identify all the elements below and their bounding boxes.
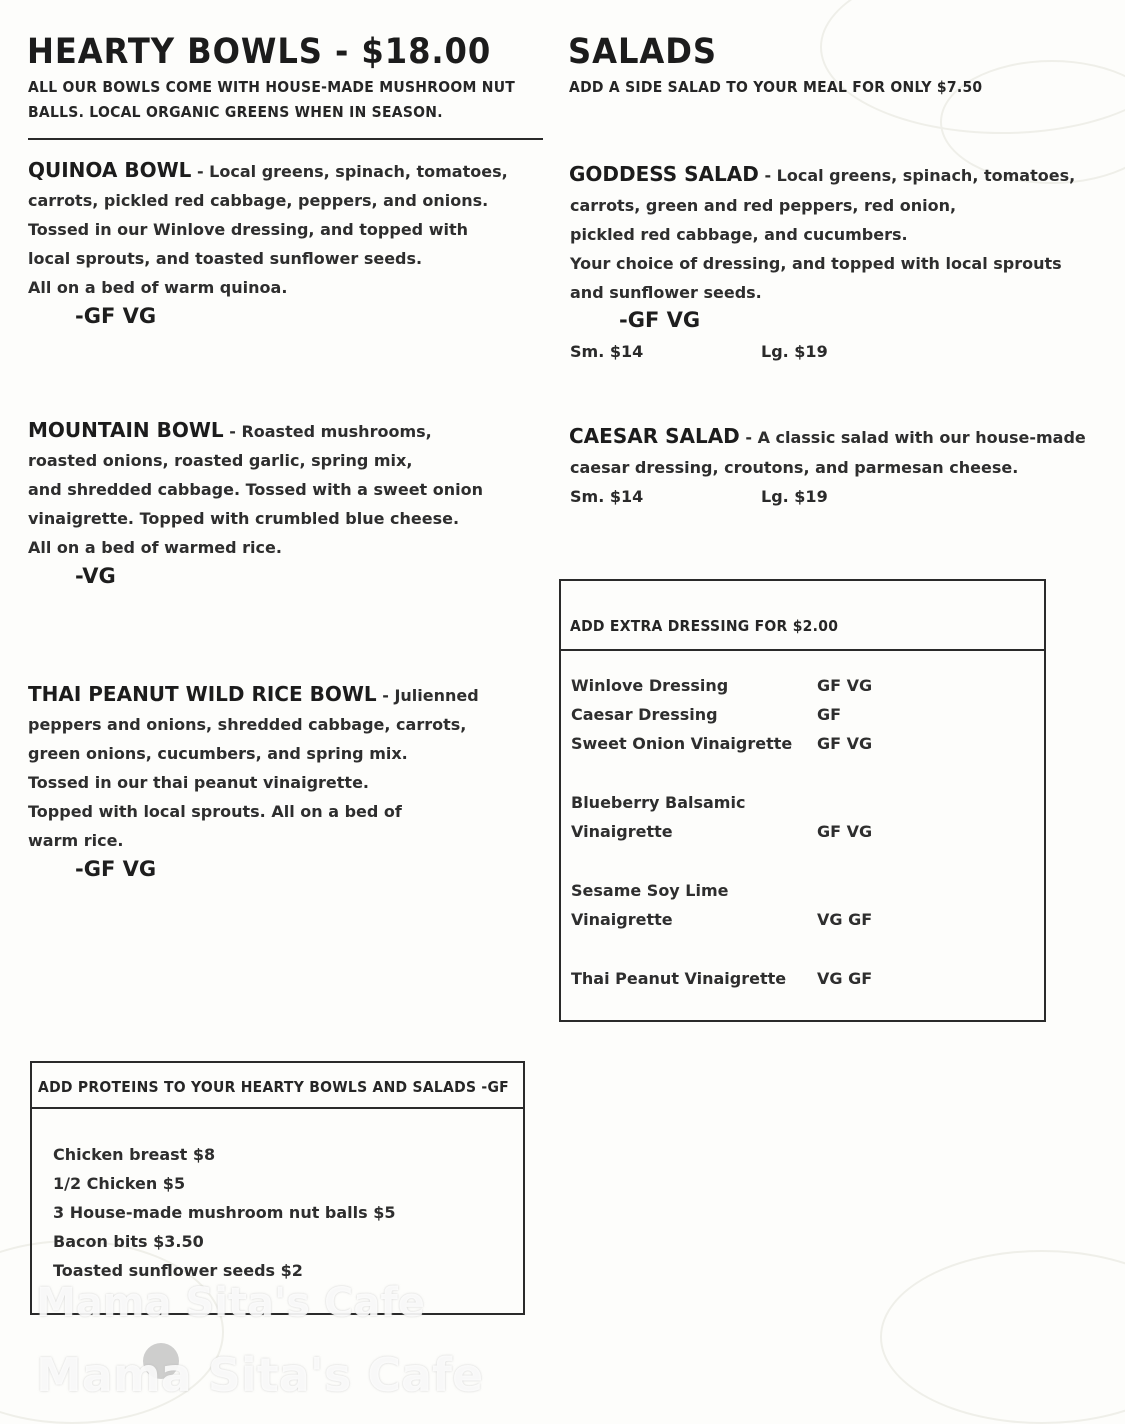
item-description: Topped with local sprouts. All on a bed of [28, 802, 402, 821]
item-description: - A classic salad with our house-made [739, 428, 1086, 447]
large-price: Lg. $19 [761, 487, 828, 506]
large-price: Lg. $19 [761, 342, 828, 361]
dressing-tags: GF VG [817, 822, 873, 841]
dressing-tags: GF VG [817, 734, 873, 753]
item-description: caesar dressing, croutons, and parmesan cheese. [570, 458, 1019, 477]
menu-item-caesar-salad [569, 424, 1109, 514]
bowls-subtitle-line1: ALL OUR BOWLS COME WITH HOUSE-MADE MUSHROOM NUT [28, 78, 516, 96]
item-description: - Roasted mushrooms, [223, 422, 432, 441]
dressing-name: Vinaigrette [571, 910, 673, 929]
item-description: Tossed in our Winlove dressing, and topped with [28, 220, 468, 239]
protein-item: 1/2 Chicken $5 [53, 1174, 186, 1193]
dressing-box-header: ADD EXTRA DRESSING FOR $2.00 [570, 617, 839, 635]
protein-item: Bacon bits $3.50 [53, 1232, 204, 1251]
item-description: - Julienned [376, 686, 479, 705]
menu-item-mountain-bowl [28, 418, 548, 598]
menu-item-goddess-salad [569, 162, 1109, 372]
bowls-subtitle-line2: BALLS. LOCAL ORGANIC GREENS WHEN IN SEASON. [28, 103, 443, 121]
item-name: QUINOA BOWL [28, 158, 192, 182]
dressing-tags: VG GF [817, 969, 873, 988]
background-swirl [820, 0, 1125, 134]
dressing-box [559, 579, 1046, 1022]
dressing-name: Winlove Dressing [571, 676, 729, 695]
item-description: green onions, cucumbers, and spring mix. [28, 744, 408, 763]
salads-title: SALADS [568, 32, 717, 72]
item-description: carrots, pickled red cabbage, peppers, and onions. [28, 191, 489, 210]
item-description: warm rice. [28, 831, 124, 850]
menu-item-thai-peanut-bowl [28, 682, 548, 892]
item-description: All on a bed of warm quinoa. [28, 278, 288, 297]
dressing-name: Blueberry Balsamic [571, 793, 746, 812]
dietary-tags: -GF VG [619, 308, 701, 332]
small-price: Sm. $14 [570, 487, 644, 506]
watermark-text: Mama Sita's Cafe [36, 1348, 484, 1402]
item-description: and sunflower seeds. [570, 283, 762, 302]
dressing-name: Sesame Soy Lime [571, 881, 729, 900]
item-description: Tossed in our thai peanut vinaigrette. [28, 773, 369, 792]
item-description: local sprouts, and toasted sunflower seeds. [28, 249, 423, 268]
item-description: and shredded cabbage. Tossed with a sweet onion [28, 480, 484, 499]
background-swirl [880, 1250, 1125, 1424]
protein-box-header: ADD PROTEINS TO YOUR HEARTY BOWLS AND SALADS -GF [38, 1078, 509, 1096]
item-description: carrots, green and red peppers, red onion, [570, 196, 957, 215]
protein-box [30, 1061, 525, 1315]
item-description: - Local greens, spinach, tomatoes, [758, 166, 1076, 185]
dressing-name: Thai Peanut Vinaigrette [571, 969, 787, 988]
watermark-text: Mama Sita's Cafe [36, 1280, 425, 1326]
item-description: roasted onions, roasted garlic, spring mix, [28, 451, 413, 470]
item-description: vinaigrette. Topped with crumbled blue cheese. [28, 509, 460, 528]
dietary-tags: -GF VG [75, 857, 157, 881]
item-description: pickled red cabbage, and cucumbers. [570, 225, 908, 244]
small-price: Sm. $14 [570, 342, 644, 361]
item-name: GODDESS SALAD [569, 162, 759, 186]
item-name: THAI PEANUT WILD RICE BOWL [28, 682, 377, 706]
section-divider [28, 138, 543, 140]
dressing-tags: GF VG [817, 676, 873, 695]
bowls-title: HEARTY BOWLS - $18.00 [27, 32, 492, 72]
item-name: CAESAR SALAD [569, 424, 740, 448]
item-description: peppers and onions, shredded cabbage, carrots, [28, 715, 467, 734]
dietary-tags: -GF VG [75, 304, 157, 328]
item-name: MOUNTAIN BOWL [28, 418, 224, 442]
menu-item-quinoa-bowl [28, 158, 548, 338]
item-description: All on a bed of warmed rice. [28, 538, 282, 557]
dressing-name: Caesar Dressing [571, 705, 718, 724]
item-description: Your choice of dressing, and topped with local sprouts [570, 254, 1062, 273]
dietary-tags: -VG [75, 564, 116, 588]
salads-subtitle: ADD A SIDE SALAD TO YOUR MEAL FOR ONLY $7.50 [569, 78, 983, 96]
dressing-name: Sweet Onion Vinaigrette [571, 734, 793, 753]
protein-item: 3 House-made mushroom nut balls $5 [53, 1203, 396, 1222]
protein-item: Toasted sunflower seeds $2 [53, 1261, 303, 1280]
item-description: - Local greens, spinach, tomatoes, [191, 162, 508, 181]
dressing-name: Vinaigrette [571, 822, 673, 841]
dressing-tags: GF [817, 705, 842, 724]
protein-item: Chicken breast $8 [53, 1145, 216, 1164]
dressing-tags: VG GF [817, 910, 873, 929]
